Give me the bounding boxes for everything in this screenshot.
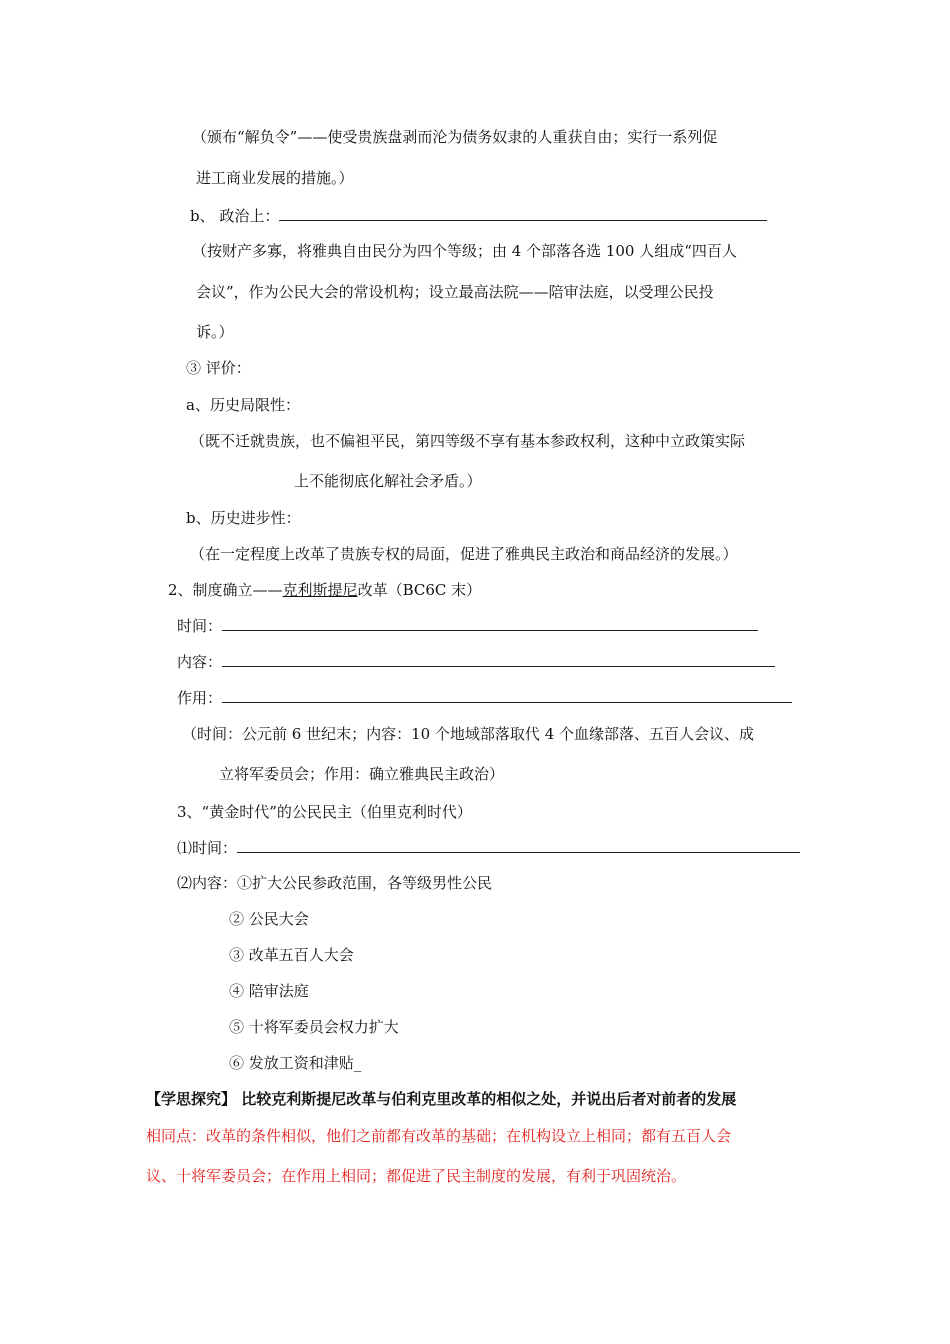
text-line: 上不能彻底化解社会矛盾。） (294, 472, 482, 490)
text-line: 立将军委员会；作用：确立雅典民主政治） (219, 765, 505, 783)
list-item: ② 公民大会 (229, 910, 309, 928)
text-line: 会议”，作为公民大会的常设机构；设立最高法院——陪审法庭，以受理公民投 (196, 283, 714, 301)
text-line: 进工商业发展的措施。） (196, 169, 354, 187)
time-line (177, 838, 800, 858)
fill-blank[interactable] (222, 616, 758, 631)
fill-blank[interactable] (222, 652, 775, 667)
list-item: ⑤ 十将军委员会权力扩大 (229, 1018, 399, 1036)
fill-blank[interactable] (279, 206, 767, 221)
text-line: （既不迁就贵族，也不偏袒平民，第四等级不享有基本参政权利，这种中立政策实际 (190, 432, 746, 450)
reformer-name: 克利斯提尼 (282, 581, 358, 599)
section-heading: ③ 评价： (186, 359, 251, 377)
political-line (190, 206, 767, 226)
section-heading (168, 580, 481, 600)
answer-text: 相同点：改革的条件相似，他们之前都有改革的基础；在机构设立上相同；都有五百人会 (146, 1127, 732, 1145)
list-item: ④ 陪审法庭 (229, 982, 309, 1000)
text-line: ⑵内容：①扩大公民参政范围，各等级男性公民 (177, 874, 493, 892)
text-label: b、 政治上： (190, 207, 280, 225)
content-line (177, 652, 775, 672)
effect-line (177, 688, 792, 708)
text-line: 诉。） (196, 323, 234, 341)
text-line: （时间：公元前 6 世纪末；内容：10 个地域部落取代 4 个血缘部落、五百人会议、成 (182, 725, 755, 743)
answer-text: 议、十将军委员会；在作用上相同；都促进了民主制度的发展，有利于巩固统治。 (146, 1167, 687, 1185)
text-label: 内容： (177, 653, 223, 671)
list-item: ③ 改革五百人大会 (229, 946, 354, 964)
text-line: b、历史进步性： (186, 509, 301, 527)
text-label: ⑴时间： (177, 839, 238, 857)
text-line: a、历史局限性： (186, 396, 300, 414)
heading-part: 2、制度确立—— (168, 581, 283, 599)
text-label: 作用： (177, 689, 223, 707)
heading-part: 改革（BC6C 末） (357, 581, 482, 599)
text-line: （颁布“解负令”——使受贵族盘剥而沦为债务奴隶的人重获自由；实行一系列促 (192, 128, 718, 146)
fill-blank[interactable] (237, 838, 800, 853)
list-item: ⑥ 发放工资和津贴_ (229, 1054, 362, 1072)
inquiry-question: 【学思探究】 比较克利斯提尼改革与伯利克里改革的相似之处，并说出后者对前者的发展 (146, 1090, 737, 1108)
text-line: （在一定程度上改革了贵族专权的局面，促进了雅典民主政治和商品经济的发展。） (190, 545, 738, 563)
text-label: 时间： (177, 617, 223, 635)
fill-blank[interactable] (222, 688, 792, 703)
text-line: （按财产多寡，将雅典自由民分为四个等级；由 4 个部落各选 100 人组成“四百人 (192, 242, 737, 260)
time-line (177, 616, 758, 636)
section-heading: 3、“黄金时代”的公民民主（伯里克利时代） (177, 803, 472, 821)
